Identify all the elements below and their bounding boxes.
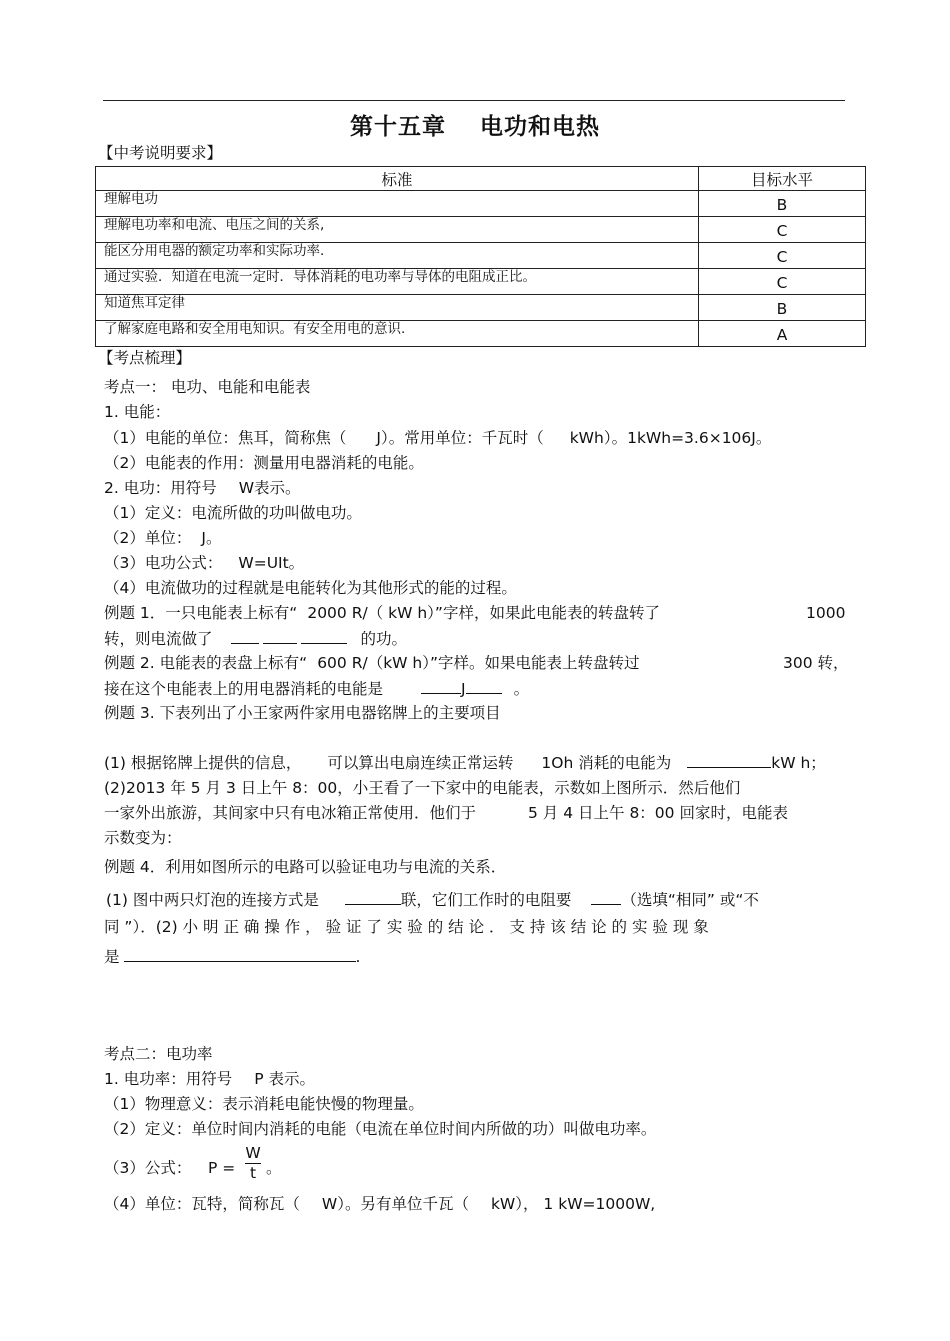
table-row [96, 295, 866, 321]
line-work-definition: （1）定义：电流所做的功叫做电功。 [104, 504, 362, 522]
table-row [96, 191, 866, 217]
table-row [96, 243, 866, 269]
col-standard-header: 标准 [96, 167, 699, 191]
power-formula-end: 。 [266, 1159, 282, 1177]
power-formula-label: （3）公式： [104, 1159, 192, 1177]
text: （2）单位： [104, 529, 192, 547]
text: W表示。 [238, 479, 301, 497]
line-energy-unit [104, 428, 771, 448]
text: kWh）。1kWh=3.6×106J。 [569, 429, 772, 447]
text: 600 R/（kW h）”字样。如果电能表上转盘转过 [317, 654, 640, 672]
text: J [461, 680, 466, 698]
table-row [96, 269, 866, 295]
answer-blank[interactable] [263, 628, 297, 644]
text: P 表示。 [254, 1070, 315, 1088]
chapter-number: 第十五章 [350, 114, 446, 140]
example1-revolutions: 1000 [806, 604, 846, 622]
example2-line1 [104, 653, 640, 673]
row-standard: 了解家庭电路和安全用电知识。有安全用电的意识. [96, 321, 699, 347]
text: 转，则电流做了 [104, 630, 213, 648]
requirements-table [95, 166, 866, 347]
point1-title: 考点一： 电功、电能和电能表 [104, 378, 311, 396]
power-meaning-line: （1）物理意义：表示消耗电能快慢的物理量。 [104, 1095, 424, 1113]
review-heading: 【考点梳理】 [98, 349, 192, 367]
answer-blank[interactable] [124, 946, 356, 962]
chapter-title: 电功和电热 [480, 114, 600, 140]
power-definition-line: （2）定义：单位时间内消耗的电能（电流在单位时间内所做的功）叫做电功率。 [104, 1120, 657, 1138]
text: (1) 根据铭牌上提供的信息， [104, 754, 302, 772]
power-formula-lhs: P = [208, 1159, 236, 1177]
point2-title: 考点二：电功率 [104, 1045, 213, 1063]
example3-title: 例题 3. 下表列出了小王家两件家用电器铭牌上的主要项目 [104, 704, 501, 722]
text: kW）， 1 kW=1000W, [490, 1195, 656, 1213]
fraction-numerator: W [245, 1144, 261, 1162]
example4-line2: 同 ”）．(2) 小 明 正 确 操 作 ， 验 证 了 实 验 的 结 论 ． 支 持 该 结 论 的 实 验 现 象 [104, 918, 709, 936]
text: （选填“相同” 或“不 [621, 891, 759, 909]
example4-title: 例题 4．利用如图所示的电路可以验证电功与电流的关系． [104, 858, 507, 876]
text: kW h； [771, 754, 826, 772]
answer-blank[interactable] [345, 889, 401, 905]
col-level-header: 目标水平 [699, 167, 866, 191]
example3-q2-line2 [104, 803, 788, 823]
example1-line1 [104, 603, 660, 623]
example2-line2 [104, 678, 529, 699]
line-energy: 1. 电能： [104, 403, 171, 421]
fraction-denominator: t [249, 1164, 257, 1182]
row-standard: 理解电功率和电流、电压之间的关系, [96, 217, 699, 243]
text: 1Oh 消耗的电能为 [541, 754, 672, 772]
example3-q2-line3: 示数变为： [104, 829, 182, 847]
row-standard: 通过实验．知道在电流一定时．导体消耗的电功率与导体的电阻成正比。 [96, 269, 699, 295]
text: （4）单位：瓦特，简称瓦（ [104, 1195, 300, 1213]
row-standard: 理解电功 [96, 191, 699, 217]
page-title [0, 108, 950, 141]
text: 例题 2. 电能表的表盘上标有“ [104, 654, 308, 672]
text: 是 [104, 948, 120, 966]
power-formula-fraction [245, 1144, 261, 1181]
text: （1）电能的单位：焦耳，简称焦（ [104, 429, 347, 447]
row-standard: 能区分用电器的额定功率和实际功率. [96, 243, 699, 269]
example3-q2-line1: (2)2013 年 5 月 3 日上午 8：00，小王看了一下家中的电能表，示数如上图所示．然后他们 [104, 779, 741, 797]
text: J。 [201, 529, 222, 547]
row-level: B [699, 295, 866, 321]
example4-line3 [104, 946, 360, 967]
line-meter-purpose: （2）电能表的作用：测量用电器消耗的电能。 [104, 454, 424, 472]
table-row [96, 217, 866, 243]
line-work-formula [104, 553, 304, 573]
text: 例题 1．一只电能表上标有“ [104, 604, 298, 622]
example2-revolutions: 300 转， [783, 654, 849, 672]
text: (1) 图中两只灯泡的连接方式是 [106, 891, 319, 909]
power-symbol-line [104, 1069, 315, 1089]
answer-blank[interactable] [687, 752, 771, 768]
text: 2000 R/（ kW h）”字样，如果此电能表的转盘转了 [307, 604, 660, 622]
text: J）。常用单位：千瓦时（ [376, 429, 544, 447]
text: （3）电功公式： [104, 554, 223, 572]
text: W）。另有单位千瓦（ [321, 1195, 469, 1213]
example3-q1 [104, 752, 826, 773]
row-level: C [699, 269, 866, 295]
example1-line2 [104, 628, 407, 649]
text: 1. 电功率：用符号 [104, 1070, 233, 1088]
row-level: A [699, 321, 866, 347]
row-standard: 知道焦耳定律 [96, 295, 699, 321]
text: 接在这个电能表上的用电器消耗的电能是 [104, 680, 384, 698]
answer-blank[interactable] [231, 628, 259, 644]
text: 可以算出电扇连续正常运转 [327, 754, 514, 772]
text: W=UIt。 [238, 554, 305, 572]
table-row [96, 321, 866, 347]
answer-blank[interactable] [301, 628, 347, 644]
line-work-process: （4）电流做功的过程就是电能转化为其他形式的能的过程。 [104, 579, 517, 597]
answer-blank[interactable] [421, 678, 461, 694]
line-work-symbol [104, 478, 301, 498]
text: 的功。 [360, 630, 408, 648]
example4-line1 [106, 889, 759, 910]
answer-blank[interactable] [466, 678, 502, 694]
power-unit-line [104, 1194, 655, 1214]
row-level: C [699, 243, 866, 269]
text: . [355, 948, 361, 966]
row-level: C [699, 217, 866, 243]
text: 一家外出旅游，其间家中只有电冰箱正常使用．他们于 [104, 804, 477, 822]
answer-blank[interactable] [591, 889, 621, 905]
table-header-row [96, 167, 866, 191]
text: 。 [513, 680, 530, 698]
row-level: B [699, 191, 866, 217]
text: 5 月 4 日上午 8：00 回家时，电能表 [528, 804, 788, 822]
line-work-unit [104, 528, 221, 548]
top-rule [103, 100, 845, 101]
requirements-heading: 【中考说明要求】 [98, 144, 223, 162]
text: 联，它们工作时的电阻要 [400, 891, 572, 909]
text: 2. 电功：用符号 [104, 479, 217, 497]
